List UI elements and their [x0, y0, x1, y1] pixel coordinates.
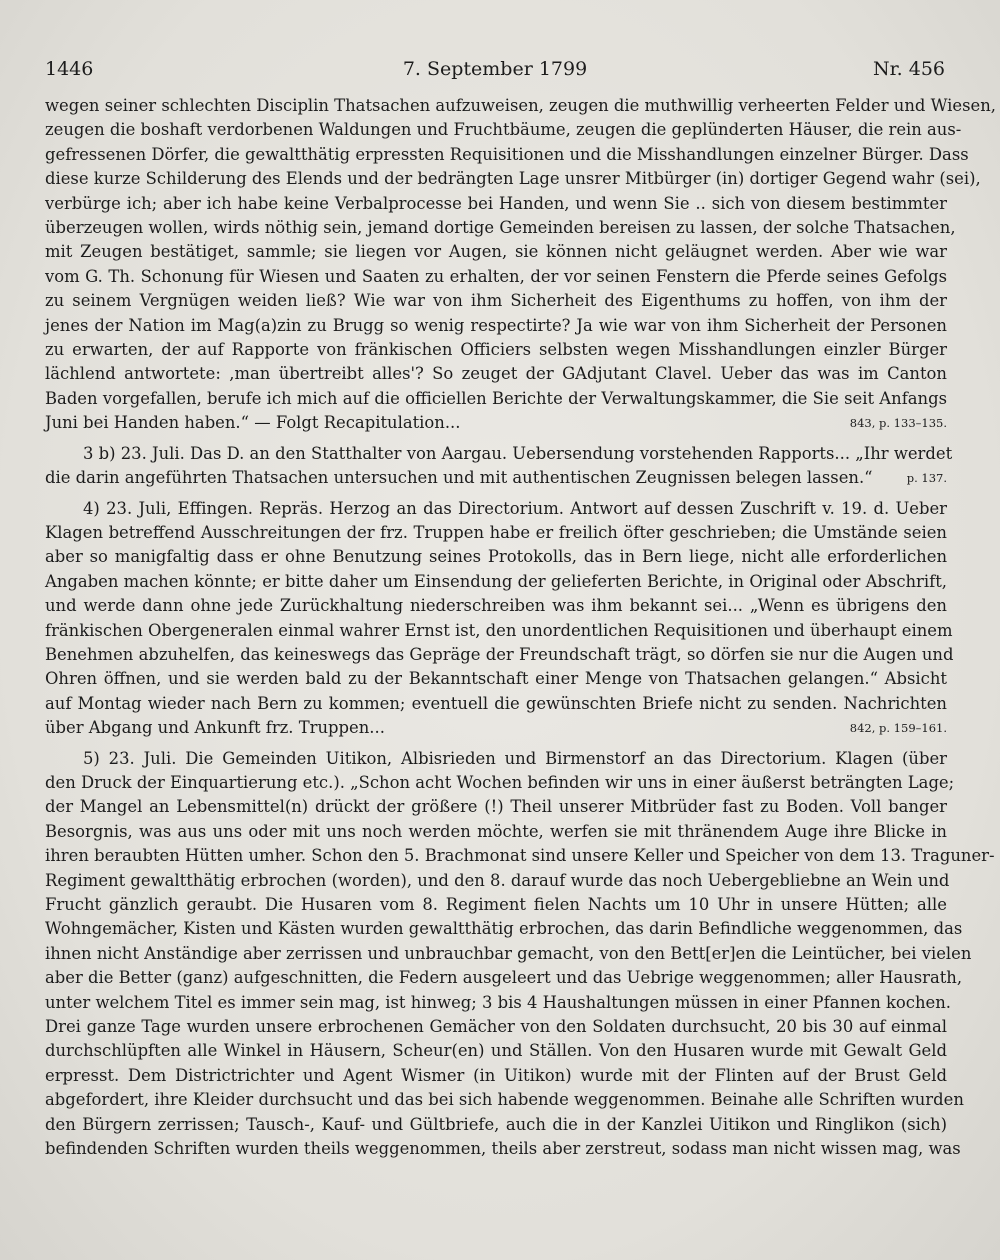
- text-line: Angaben machen könnte; er bitte daher um Einsendung der gelieferten Berichte, in Original oder Abschrift,: [45, 571, 947, 591]
- text-line: Frucht gänzlich geraubt. Die Husaren vom 8. Regiment fielen Nachts um 10 Uhr in unsere Hütten; alle: [45, 895, 947, 914]
- text-line: erpresst. Dem Districtrichter und Agent Wismer (in Uitikon) wurde mit der Flinten auf der Brust Geld: [45, 1065, 947, 1085]
- text-line: Ohren öffnen, und sie werden bald zu der Bekanntschaft einer Menge von Thatsachen gelangen.“ Absicht: [45, 669, 947, 689]
- text-line: Klagen betreffend Ausschreitungen der frz. Truppen habe er freilich öfter geschrieben; die Umstände seien: [45, 522, 947, 542]
- page-header: [45, 58, 945, 84]
- text-line: überzeugen wollen, wirds nöthig sein, jemand dortige Gemeinden bereisen zu lassen, der solche Thatsachen,: [45, 218, 956, 238]
- text-line: aber so manigfaltig dass er ohne Benutzung seines Protokolls, das in Bern liege, nicht alle erforderlichen: [45, 547, 947, 567]
- paragraph-s3: [45, 497, 954, 741]
- page-number: 1446: [45, 58, 94, 80]
- text-line: diese kurze Schilderung des Elends und der bedrängten Lage unsrer Mitbürger (in) dortiger Gegend wahr (sei),: [45, 169, 981, 189]
- text-line: zu erwarten, der auf Rapporte von fränkischen Officiers selbsten wegen Misshandlungen einzler Bürger: [45, 340, 947, 360]
- text-line: wegen seiner schlechten Disciplin Thatsachen aufzuweisen, zeugen die muthwillig verheerten Felder und Wiesen,: [45, 96, 996, 115]
- text-line: zu seinem Vergnügen weiden ließ? Wie war von ihm Sicherheit des Eigenthums zu hoffen, von ihm der: [45, 291, 947, 311]
- text-line: Benehmen abzuhelfen, das keineswegs das Gepräge der Freundschaft trägt, so dörfen sie nur die Augen und: [45, 644, 954, 664]
- source-reference: p. 137.: [906, 471, 947, 486]
- paragraph-s1: [45, 94, 996, 436]
- text-line: Regiment gewaltthätig erbrochen (worden), und den 8. darauf wurde das noch Uebergebliebne an Wein und: [45, 870, 950, 890]
- text-line: gefressenen Dörfer, die gewaltthätig erpressten Requisitionen und die Misshandlungen einzelner Bürger. Dass: [45, 144, 969, 164]
- text-line: den Druck der Einquartierung etc.). „Schon acht Wochen befinden wir uns in einer äußerst beträngten Lage;: [45, 772, 955, 792]
- source-reference: 843, p. 133–135.: [849, 416, 947, 431]
- text-line: jenes der Nation im Mag(a)zin zu Brugg so wenig respectirte? Ja wie war von ihm Sicherheit der Personen: [45, 315, 947, 335]
- text-line: vom G. Th. Schonung für Wiesen und Saaten zu erhalten, der vor seinen Fenstern die Pferde seines Gefolgs: [45, 266, 947, 286]
- text-line: lächlend antwortete: ,man übertreibt alles'? So zeuget der GAdjutant Clavel. Ueber das was im Canton: [45, 364, 947, 384]
- text-line: die darin angeführten Thatsachen untersuchen und mit authentischen Zeugnissen belegen lassen.“ p. 137.: [45, 466, 947, 490]
- paragraph-s4: [45, 747, 995, 1162]
- text-line: Besorgnis, was aus uns oder mit uns noch werden möchte, werfen sie mit thränendem Auge ihre Blicke in: [45, 821, 947, 841]
- text-line: Wohngemächer, Kisten und Kästen wurden gewaltthätig erbrochen, das darin Befindliche weggenommen, das: [45, 919, 963, 939]
- text-line: aber die Better (ganz) aufgeschnitten, die Federn ausgeleert und das Uebrige weggenommen; aller Hausrath,: [45, 968, 963, 988]
- source-reference: 842, p. 159–161.: [849, 721, 947, 736]
- text-line: ihnen nicht Anständige aber zerrissen und unbrauchbar gemacht, von den Bett[er]en die Leintücher, bei vielen: [45, 943, 972, 963]
- document-number: Nr. 456: [873, 58, 945, 80]
- text-line: Drei ganze Tage wurden unsere erbrochenen Gemächer von den Soldaten durchsucht, 20 bis 30 auf einmal: [45, 1017, 947, 1037]
- text-line: abgefordert, ihre Kleider durchsucht und das bei sich habende weggenommen. Beinahe alle Schriften wurden: [45, 1090, 964, 1110]
- paragraph-s2: [45, 442, 953, 491]
- text-line: unter welchem Titel es immer sein mag, ist hinweg; 3 bis 4 Haushaltungen müssen in einer Pfannen kochen.: [45, 992, 951, 1012]
- text-line: Juni bei Handen haben.“ — Folgt Recapitulation... 843, p. 133–135.: [45, 411, 947, 435]
- text-line: über Abgang und Ankunft frz. Truppen... 842, p. 159–161.: [45, 716, 947, 740]
- text-line: zeugen die boshaft verdorbenen Waldungen und Fruchtbäume, zeugen die geplünderten Häuser, die rein aus-: [45, 120, 962, 140]
- body-text: [45, 94, 996, 1161]
- text-line: ihren beraubten Hütten umher. Schon den 5. Brachmonat sind unsere Keller und Speicher von dem 13. Traguner-: [45, 846, 995, 866]
- text-line: der Mangel an Lebensmittel(n) drückt der größere (!) Theil unserer Mitbrüder fast zu Boden. Voll banger: [45, 797, 947, 817]
- text-line: 3 b) 23. Juli. Das D. an den Statthalter von Aargau. Uebersendung vorstehenden Rapports... „Ihr werdet: [83, 443, 953, 463]
- text-line: Baden vorgefallen, berufe ich mich auf die officiellen Berichte der Verwaltungskammer, die Sie seit Anfangs: [45, 388, 947, 408]
- text-line: befindenden Schriften wurden theils weggenommen, theils aber zerstreut, sodass man nicht wissen mag, was: [45, 1139, 961, 1159]
- text-line: und werde dann ohne jede Zurückhaltung niederschreiben was ihm bekannt sei... „Wenn es übrigens den: [45, 596, 947, 616]
- text-line: durchschlüpften alle Winkel in Häusern, Scheur(en) und Ställen. Von den Husaren wurde mit Gewalt Geld: [45, 1041, 947, 1061]
- text-line: 4) 23. Juli, Effingen. Repräs. Herzog an das Directorium. Antwort auf dessen Zuschrift v. 19. d. Ueber: [83, 498, 947, 518]
- text-line: verbürge ich; aber ich habe keine Verbalprocesse bei Handen, und wenn Sie .. sich von diesem bestimmter: [45, 193, 947, 213]
- text-line: den Bürgern zerrissen; Tausch-, Kauf- und Gültbriefe, auch die in der Kanzlei Uitikon und Ringlikon (sich): [45, 1114, 947, 1134]
- text-line: mit Zeugen bestätiget, sammle; sie liegen vor Augen, sie können nicht geläugnet werden. Aber wie war: [45, 242, 947, 262]
- page-date: 7. September 1799: [402, 58, 588, 80]
- text-line: auf Montag wieder nach Bern zu kommen; eventuell die gewünschten Briefe nicht zu senden. Nachrichten: [45, 693, 947, 713]
- text-line: fränkischen Obergeneralen einmal wahrer Ernst ist, den unordentlichen Requisitionen und überhaupt einem: [45, 620, 953, 640]
- text-line: 5) 23. Juli. Die Gemeinden Uitikon, Albisrieden und Birmenstorf an das Directorium. Klagen (über: [83, 748, 947, 768]
